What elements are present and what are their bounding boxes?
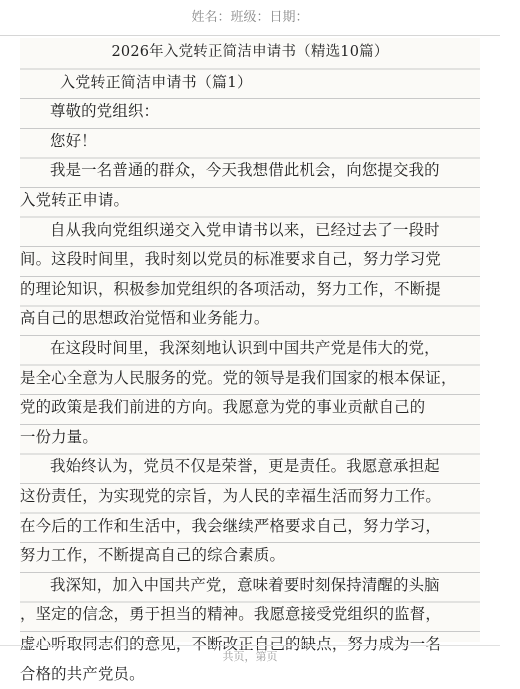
body-line: 高自己的思想政治觉悟和业务能力。 [20, 309, 270, 328]
body-line: 自从我向党组织递交入党申请书以来，已经过去了一段时 [50, 220, 440, 239]
body-line: 间。这段时间里，我时刻以党员的标准要求自己，努力学习党 [20, 250, 441, 269]
page-footer [0, 645, 500, 667]
body-line: 合格的共产党员。 [20, 664, 145, 683]
body-line: 努力工作，不断提高自己的综合素质。 [20, 546, 286, 565]
document-subtitle: 入党转正简洁申请书（篇1） [60, 72, 253, 91]
body-line: ，坚定的信念，勇于担当的精神。我愿意接受党组织的监督， [20, 605, 441, 624]
body-line: 的理论知识，积极参加党组织的各项活动，努力工作，不断提 [20, 279, 441, 298]
body-line: 我深知，加入中国共产党，意味着要时刻保持清醒的头脑 [50, 575, 440, 594]
body-line: 是全心全意为人民服务的党。党的领导是我们国家的根本保证， [20, 368, 457, 387]
body-line: 一份力量。 [20, 427, 98, 446]
body-line: 在这段时间里，我深刻地认识到中国共产党是伟大的党， [50, 339, 440, 357]
document-title: 2026年入党转正简洁申请书（精选10篇） [111, 44, 389, 60]
greeting: 您好！ [50, 131, 97, 150]
page-count: 共页，第页 [222, 650, 278, 663]
page-header [0, 0, 500, 36]
body-line: 入党转正申请。 [20, 191, 130, 209]
body-line: 虚心听取同志们的意见，不断改正自己的缺点，努力成为一名 [20, 635, 441, 653]
body-line: 我是一名普通的群众，今天我想借此机会，向您提交我的 [50, 161, 440, 180]
header-fields: 姓名：班级：日期： [191, 10, 309, 25]
body-line: 在今后的工作和生活中，我会继续严格要求自己，努力学习， [20, 516, 441, 535]
salutation: 尊敬的党组织： [50, 102, 160, 121]
body-line: 这份责任，为实现党的宗旨，为人民的幸福生活而努力工作。 [20, 487, 441, 505]
body-line: 党的政策是我们前进的方向。我愿意为党的事业贡献自己的 [20, 398, 426, 417]
body-line: 我始终认为，党员不仅是荣誉，更是责任。我愿意承担起 [50, 457, 440, 476]
